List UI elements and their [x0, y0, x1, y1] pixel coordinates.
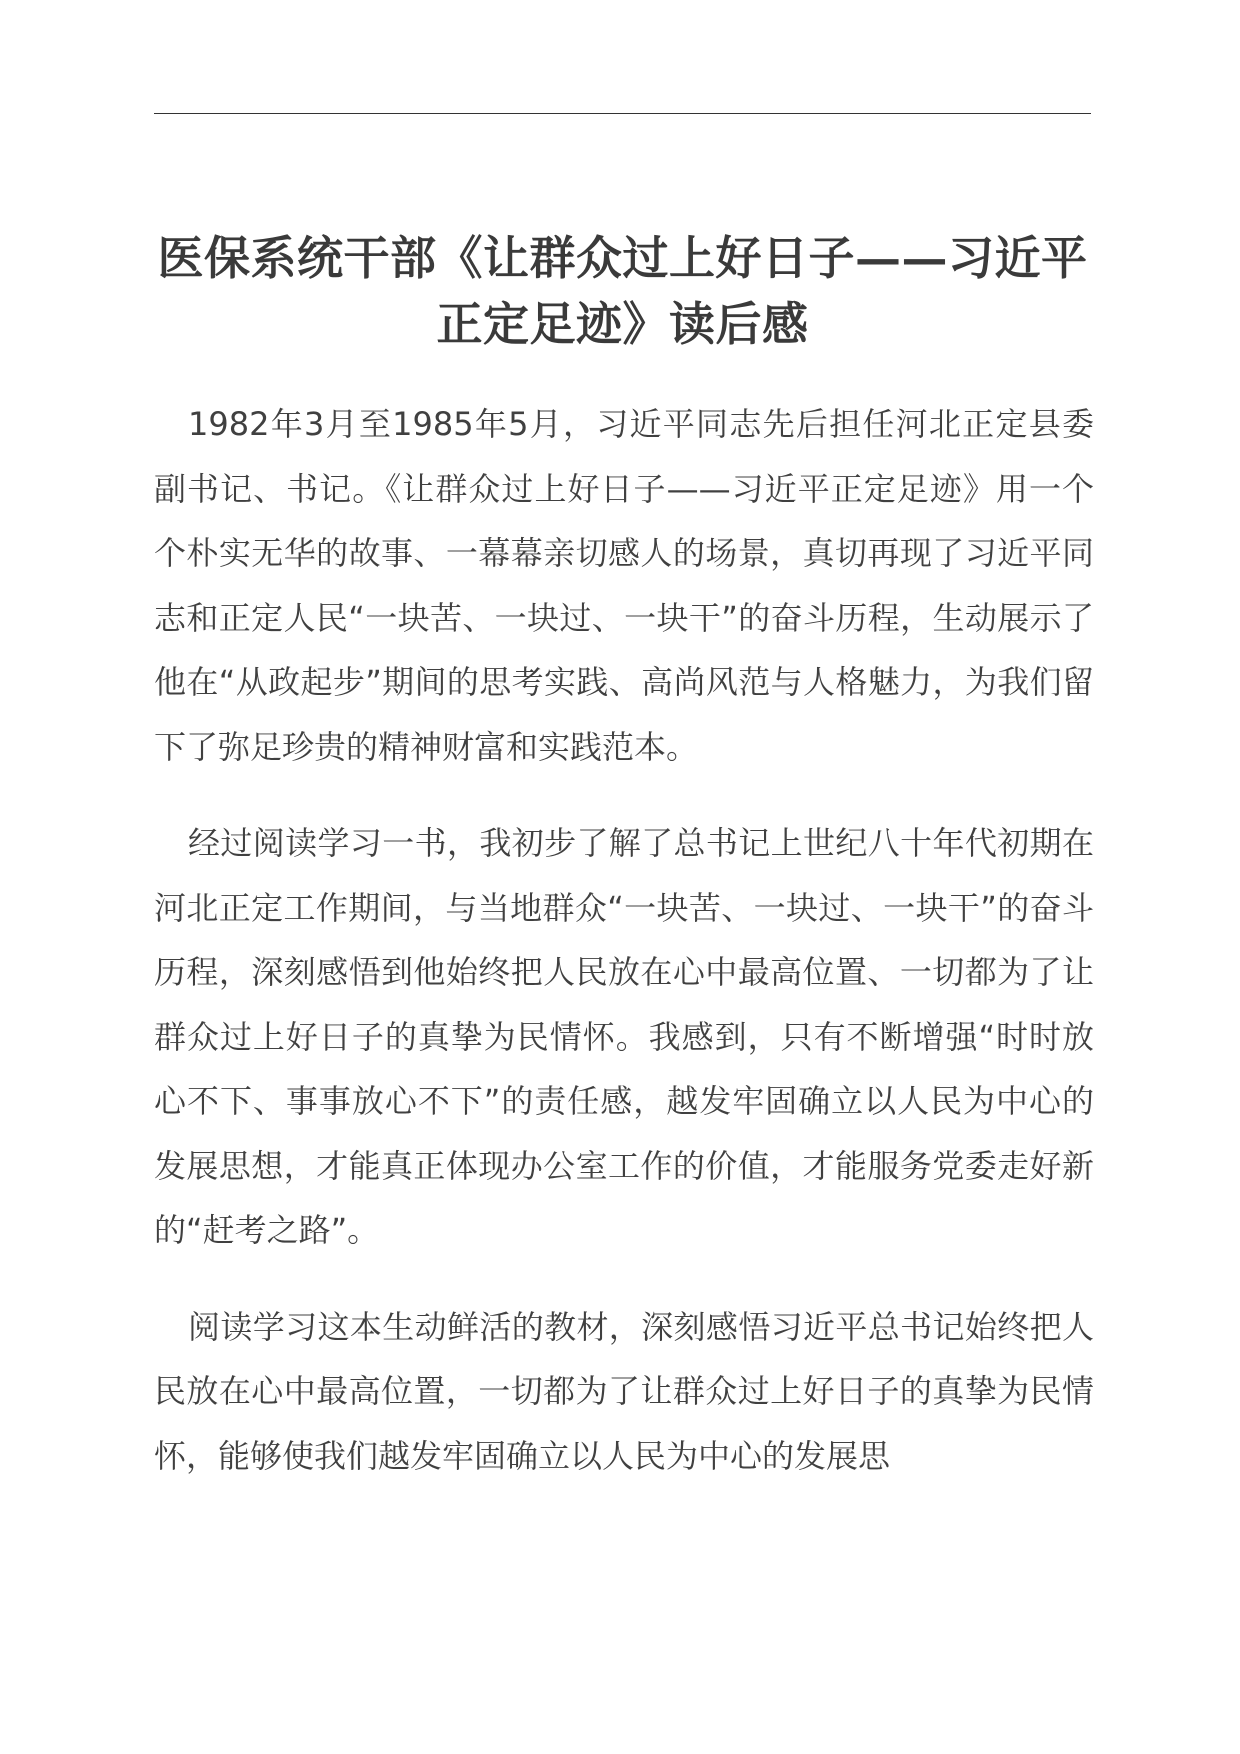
- header-rule: [154, 113, 1091, 114]
- document-title: 医保系统干部《让群众过上好日子——习近平正定足迹》读后感: [157, 231, 1088, 351]
- paragraph-1: 1982年3月至1985年5月，习近平同志先后担任河北正定县委副书记、书记。《让群众过上好日子——习近平正定足迹》用一个个朴实无华的故事、一幕幕亲切感人的场景，真切再现了习近平同志和正定人民“一块苦、一块过、一块干”的奋斗历程，生动展示了他在“从政起步”期间的思考实践、高尚风范与人格魅力，为我们留下了弥足珍贵的精神财富和实践范本。: [154, 405, 1094, 766]
- document-body: [154, 392, 1094, 1520]
- paragraph-2: 经过阅读学习一书，我初步了解了总书记上世纪八十年代初期在河北正定工作期间，与当地群众“一块苦、一块过、一块干”的奋斗历程，深刻感悟到他始终把人民放在心中最高位置、一切都为了让群众过上好日子的真挚为民情怀。我感到，只有不断增强“时时放心不下、事事放心不下”的责任感，越发牢固确立以人民为中心的发展思想，才能真正体现办公室工作的价值，才能服务党委走好新的“赶考之路”。: [154, 824, 1094, 1249]
- paragraph-3: 阅读学习这本生动鲜活的教材，深刻感悟习近平总书记始终把人民放在心中最高位置，一切都为了让群众过上好日子的真挚为民情怀，能够使我们越发牢固确立以人民为中心的发展思: [154, 1307, 1094, 1475]
